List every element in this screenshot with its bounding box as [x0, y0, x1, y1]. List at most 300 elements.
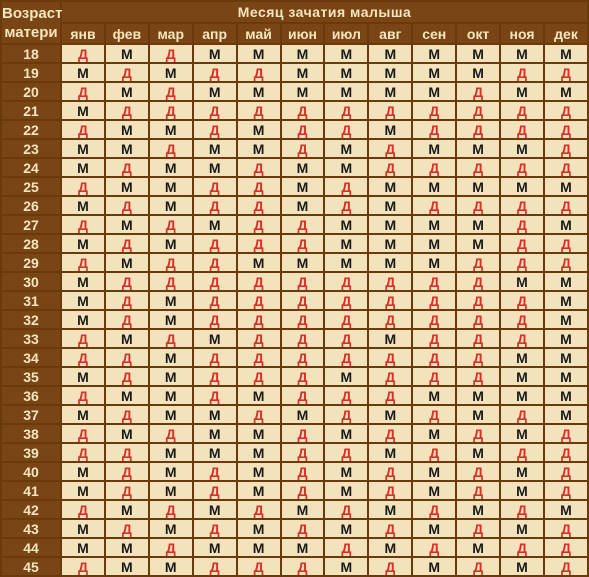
- gender-cell: М: [106, 387, 148, 404]
- gender-cell: Д: [62, 425, 104, 442]
- gender-cell: М: [369, 64, 411, 81]
- table-row: [2, 83, 587, 100]
- mother-age-cell: 25: [2, 178, 60, 195]
- gender-cell: Д: [545, 197, 587, 214]
- gender-cell: М: [413, 520, 455, 537]
- gender-cell: М: [62, 197, 104, 214]
- gender-cell: Д: [501, 121, 543, 138]
- gender-cell: Д: [194, 463, 236, 480]
- gender-cell: М: [413, 64, 455, 81]
- mother-age-cell: 22: [2, 121, 60, 138]
- gender-cell: Д: [238, 273, 280, 290]
- gender-cell: Д: [325, 292, 367, 309]
- gender-cell: М: [457, 444, 499, 461]
- gender-cell: М: [238, 539, 280, 556]
- gender-cell: Д: [194, 482, 236, 499]
- gender-cell: Д: [282, 425, 324, 442]
- gender-cell: Д: [106, 349, 148, 366]
- gender-cell: Д: [150, 102, 192, 119]
- gender-cell: Д: [501, 311, 543, 328]
- gender-cell: Д: [238, 159, 280, 176]
- gender-cell: Д: [150, 83, 192, 100]
- gender-cell: Д: [457, 273, 499, 290]
- mother-age-cell: 43: [2, 520, 60, 537]
- gender-cell: Д: [62, 83, 104, 100]
- gender-cell: М: [238, 463, 280, 480]
- gender-cell: Д: [369, 520, 411, 537]
- gender-cell: М: [106, 539, 148, 556]
- gender-cell: Д: [413, 121, 455, 138]
- mother-age-cell: 19: [2, 64, 60, 81]
- table-row: [2, 444, 587, 461]
- gender-cell: Д: [62, 216, 104, 233]
- gender-cell: Д: [282, 121, 324, 138]
- gender-cell: Д: [106, 159, 148, 176]
- gender-cell: Д: [194, 368, 236, 385]
- gender-cell: М: [369, 178, 411, 195]
- table-row: [2, 140, 587, 157]
- gender-cell: М: [106, 178, 148, 195]
- gender-cell: М: [282, 159, 324, 176]
- gender-cell: Д: [238, 197, 280, 214]
- gender-cell: Д: [238, 349, 280, 366]
- gender-cell: М: [194, 216, 236, 233]
- gender-cell: М: [238, 45, 280, 62]
- gender-cell: М: [238, 425, 280, 442]
- gender-cell: М: [282, 539, 324, 556]
- gender-cell: М: [325, 368, 367, 385]
- gender-cell: Д: [369, 159, 411, 176]
- mother-age-cell: 45: [2, 558, 60, 575]
- gender-cell: Д: [150, 501, 192, 518]
- gender-cell: Д: [501, 406, 543, 423]
- gender-cell: Д: [369, 463, 411, 480]
- gender-cell: М: [457, 178, 499, 195]
- month-header: июл: [325, 24, 367, 43]
- month-header: сен: [413, 24, 455, 43]
- gender-cell: Д: [106, 102, 148, 119]
- gender-cell: Д: [457, 311, 499, 328]
- gender-cell: Д: [369, 349, 411, 366]
- gender-cell: Д: [282, 444, 324, 461]
- gender-cell: Д: [545, 558, 587, 575]
- gender-cell: Д: [150, 273, 192, 290]
- gender-cell: Д: [457, 102, 499, 119]
- gender-cell: Д: [150, 425, 192, 442]
- table-row: [2, 64, 587, 81]
- gender-cell: М: [238, 482, 280, 499]
- gender-cell: Д: [413, 501, 455, 518]
- gender-cell: Д: [545, 159, 587, 176]
- gender-cell: Д: [62, 45, 104, 62]
- gender-cell: М: [150, 311, 192, 328]
- gender-cell: М: [194, 140, 236, 157]
- gender-cell: М: [369, 216, 411, 233]
- gender-cell: М: [413, 235, 455, 252]
- gender-cell: М: [501, 83, 543, 100]
- gender-cell: Д: [62, 501, 104, 518]
- mother-age-label-line1: Возраст: [2, 4, 63, 22]
- gender-cell: М: [325, 216, 367, 233]
- mother-age-cell: 30: [2, 273, 60, 290]
- gender-cell: Д: [106, 368, 148, 385]
- gender-cell: М: [501, 387, 543, 404]
- mother-age-cell: 39: [2, 444, 60, 461]
- mother-age-cell: 23: [2, 140, 60, 157]
- gender-cell: М: [106, 216, 148, 233]
- gender-cell: М: [369, 45, 411, 62]
- gender-cell: Д: [457, 482, 499, 499]
- gender-cell: Д: [282, 273, 324, 290]
- gender-cell: М: [501, 45, 543, 62]
- gender-cell: М: [194, 330, 236, 347]
- month-header: янв: [62, 24, 104, 43]
- gender-cell: М: [501, 520, 543, 537]
- month-header-row: [2, 24, 587, 43]
- gender-cell: Д: [501, 330, 543, 347]
- gender-cell: М: [150, 292, 192, 309]
- gender-cell: Д: [194, 64, 236, 81]
- gender-cell: М: [457, 216, 499, 233]
- gender-cell: М: [369, 235, 411, 252]
- gender-cell: Д: [325, 178, 367, 195]
- gender-cell: М: [62, 102, 104, 119]
- gender-cell: М: [457, 235, 499, 252]
- gender-cell: Д: [413, 330, 455, 347]
- mother-age-cell: 36: [2, 387, 60, 404]
- gender-cell: Д: [238, 235, 280, 252]
- mother-age-cell: 44: [2, 539, 60, 556]
- table-row: [2, 539, 587, 556]
- gender-cell: М: [194, 45, 236, 62]
- gender-cell: Д: [282, 520, 324, 537]
- gender-cell: М: [545, 273, 587, 290]
- gender-cell: М: [545, 368, 587, 385]
- gender-cell: Д: [282, 330, 324, 347]
- month-header: май: [238, 24, 280, 43]
- month-header: дек: [545, 24, 587, 43]
- gender-cell: Д: [238, 64, 280, 81]
- gender-cell: М: [282, 501, 324, 518]
- gender-cell: Д: [545, 425, 587, 442]
- gender-cell: Д: [545, 254, 587, 271]
- gender-cell: Д: [325, 330, 367, 347]
- gender-cell: Д: [106, 235, 148, 252]
- gender-cell: Д: [457, 197, 499, 214]
- gender-cell: Д: [238, 406, 280, 423]
- gender-cell: Д: [194, 102, 236, 119]
- gender-cell: Д: [62, 330, 104, 347]
- gender-cell: М: [325, 159, 367, 176]
- gender-cell: Д: [150, 330, 192, 347]
- conception-month-title: Месяц зачатия малыша: [62, 2, 587, 22]
- gender-cell: Д: [501, 444, 543, 461]
- gender-cell: Д: [413, 292, 455, 309]
- gender-cell: М: [369, 121, 411, 138]
- gender-cell: М: [282, 254, 324, 271]
- gender-cell: Д: [194, 178, 236, 195]
- gender-cell: Д: [62, 178, 104, 195]
- gender-cell: М: [194, 444, 236, 461]
- gender-cell: М: [150, 482, 192, 499]
- gender-cell: М: [457, 501, 499, 518]
- gender-cell: М: [369, 539, 411, 556]
- gender-cell: М: [413, 482, 455, 499]
- table-row: [2, 159, 587, 176]
- gender-cell: Д: [238, 102, 280, 119]
- mother-age-cell: 27: [2, 216, 60, 233]
- gender-cell: М: [325, 140, 367, 157]
- gender-cell: Д: [325, 349, 367, 366]
- gender-cell: М: [150, 368, 192, 385]
- gender-cell: М: [325, 425, 367, 442]
- gender-cell: М: [325, 520, 367, 537]
- gender-cell: Д: [545, 520, 587, 537]
- table-row: [2, 368, 587, 385]
- gender-cell: Д: [369, 102, 411, 119]
- gender-cell: М: [501, 482, 543, 499]
- gender-cell: Д: [369, 140, 411, 157]
- gender-cell: М: [238, 444, 280, 461]
- month-header: апр: [194, 24, 236, 43]
- gender-cell: Д: [501, 216, 543, 233]
- gender-cell: Д: [150, 539, 192, 556]
- mother-age-cell: 31: [2, 292, 60, 309]
- gender-cell: М: [369, 501, 411, 518]
- table-row: [2, 311, 587, 328]
- gender-cell: М: [150, 387, 192, 404]
- gender-cell: М: [413, 387, 455, 404]
- gender-cell: Д: [194, 349, 236, 366]
- gender-cell: М: [282, 178, 324, 195]
- gender-cell: М: [62, 368, 104, 385]
- mother-age-cell: 29: [2, 254, 60, 271]
- gender-cell: Д: [369, 387, 411, 404]
- gender-cell: Д: [457, 83, 499, 100]
- gender-cell: Д: [545, 102, 587, 119]
- gender-cell: М: [545, 349, 587, 366]
- gender-cell: Д: [501, 159, 543, 176]
- gender-cell: М: [106, 558, 148, 575]
- gender-cell: Д: [238, 292, 280, 309]
- gender-cell: М: [545, 406, 587, 423]
- gender-cell: Д: [501, 501, 543, 518]
- mother-age-cell: 34: [2, 349, 60, 366]
- table-row: [2, 254, 587, 271]
- gender-cell: М: [413, 463, 455, 480]
- mother-age-cell: 32: [2, 311, 60, 328]
- mother-age-cell: 40: [2, 463, 60, 480]
- table-row: [2, 558, 587, 575]
- gender-cell: Д: [150, 45, 192, 62]
- gender-cell: Д: [62, 444, 104, 461]
- gender-cell: Д: [62, 254, 104, 271]
- gender-cell: М: [150, 159, 192, 176]
- table-row: [2, 102, 587, 119]
- gender-cell: Д: [194, 558, 236, 575]
- gender-cell: Д: [457, 254, 499, 271]
- gender-cell: М: [106, 121, 148, 138]
- gender-cell: Д: [501, 197, 543, 214]
- gender-cell: Д: [545, 539, 587, 556]
- table-row: [2, 292, 587, 309]
- gender-cell: Д: [238, 558, 280, 575]
- gender-cell: Д: [413, 273, 455, 290]
- gender-cell: Д: [501, 254, 543, 271]
- gender-cell: М: [545, 178, 587, 195]
- gender-cell: Д: [457, 425, 499, 442]
- gender-cell: Д: [457, 349, 499, 366]
- gender-cell: М: [457, 64, 499, 81]
- gender-cell: Д: [194, 197, 236, 214]
- mother-age-cell: 20: [2, 83, 60, 100]
- gender-cell: Д: [369, 425, 411, 442]
- gender-cell: Д: [238, 330, 280, 347]
- gender-cell: Д: [106, 406, 148, 423]
- gender-cell: Д: [501, 235, 543, 252]
- gender-cell: М: [545, 45, 587, 62]
- gender-cell: М: [501, 178, 543, 195]
- gender-cell: Д: [106, 64, 148, 81]
- gender-cell: Д: [62, 121, 104, 138]
- table-row: [2, 501, 587, 518]
- gender-cell: Д: [282, 102, 324, 119]
- gender-cell: М: [150, 121, 192, 138]
- gender-cell: Д: [457, 368, 499, 385]
- mother-age-cell: 35: [2, 368, 60, 385]
- month-header: ноя: [501, 24, 543, 43]
- month-header: фев: [106, 24, 148, 43]
- table-row: [2, 463, 587, 480]
- gender-cell: М: [238, 83, 280, 100]
- gender-cell: Д: [325, 311, 367, 328]
- gender-cell: Д: [369, 292, 411, 309]
- gender-cell: М: [62, 520, 104, 537]
- gender-cell: М: [150, 463, 192, 480]
- gender-cell: М: [413, 558, 455, 575]
- gender-cell: М: [106, 140, 148, 157]
- gender-cell: М: [150, 178, 192, 195]
- gender-cell: М: [62, 159, 104, 176]
- gender-cell: М: [106, 45, 148, 62]
- gender-cell: Д: [457, 121, 499, 138]
- gender-cell: Д: [369, 368, 411, 385]
- gender-cell: М: [325, 64, 367, 81]
- mother-age-cell: 26: [2, 197, 60, 214]
- gender-cell: М: [369, 254, 411, 271]
- table-row: [2, 216, 587, 233]
- gender-cell: М: [194, 406, 236, 423]
- gender-cell: Д: [62, 349, 104, 366]
- gender-cell: М: [150, 558, 192, 575]
- gender-cell: М: [150, 406, 192, 423]
- gender-cell: М: [501, 425, 543, 442]
- gender-cell: Д: [282, 216, 324, 233]
- table-row: [2, 235, 587, 252]
- gender-cell: Д: [282, 311, 324, 328]
- gender-cell: М: [62, 235, 104, 252]
- gender-cell: М: [413, 425, 455, 442]
- mother-age-cell: 42: [2, 501, 60, 518]
- gender-cell: Д: [413, 102, 455, 119]
- gender-cell: М: [282, 406, 324, 423]
- gender-cell: М: [545, 387, 587, 404]
- gender-cell: М: [369, 197, 411, 214]
- gender-cell: М: [150, 444, 192, 461]
- gender-cell: М: [325, 482, 367, 499]
- month-header: июн: [282, 24, 324, 43]
- gender-cell: М: [106, 425, 148, 442]
- gender-cell: Д: [545, 64, 587, 81]
- gender-cell: М: [62, 140, 104, 157]
- gender-cell: М: [106, 501, 148, 518]
- gender-cell: Д: [545, 235, 587, 252]
- gender-cell: М: [62, 406, 104, 423]
- gender-cell: Д: [413, 311, 455, 328]
- table-row: [2, 273, 587, 290]
- gender-cell: Д: [501, 102, 543, 119]
- table-row: [2, 482, 587, 499]
- gender-cell: М: [369, 83, 411, 100]
- gender-cell: Д: [325, 501, 367, 518]
- gender-cell: Д: [325, 406, 367, 423]
- gender-cell: Д: [194, 520, 236, 537]
- gender-cell: М: [238, 387, 280, 404]
- gender-cell: М: [457, 140, 499, 157]
- gender-cell: Д: [282, 292, 324, 309]
- gender-cell: М: [194, 425, 236, 442]
- gender-cell: М: [369, 444, 411, 461]
- gender-cell: Д: [106, 444, 148, 461]
- gender-cell: Д: [238, 178, 280, 195]
- gender-cell: М: [150, 197, 192, 214]
- gender-cell: Д: [413, 197, 455, 214]
- gender-cell: Д: [325, 273, 367, 290]
- gender-cell: Д: [545, 444, 587, 461]
- gender-cell: Д: [457, 558, 499, 575]
- gender-cell: Д: [325, 121, 367, 138]
- gender-cell: Д: [457, 330, 499, 347]
- gender-cell: М: [238, 520, 280, 537]
- gender-cell: М: [545, 216, 587, 233]
- gender-cell: М: [413, 83, 455, 100]
- gender-cell: Д: [413, 368, 455, 385]
- gender-cell: Д: [501, 64, 543, 81]
- gender-cell: М: [545, 311, 587, 328]
- gender-cell: Д: [413, 444, 455, 461]
- gender-cell: Д: [325, 197, 367, 214]
- gender-cell: М: [238, 121, 280, 138]
- gender-cell: М: [501, 558, 543, 575]
- gender-cell: Д: [545, 121, 587, 138]
- table-row: [2, 121, 587, 138]
- mother-age-cell: 21: [2, 102, 60, 119]
- table-row: [2, 520, 587, 537]
- gender-cell: М: [413, 216, 455, 233]
- gender-cell: Д: [457, 520, 499, 537]
- gender-cell: Д: [238, 368, 280, 385]
- table-row: [2, 425, 587, 442]
- gender-cell: Д: [282, 368, 324, 385]
- gender-cell: М: [150, 235, 192, 252]
- gender-cell: Д: [545, 482, 587, 499]
- gender-cell: М: [194, 501, 236, 518]
- gender-cell: М: [62, 292, 104, 309]
- gender-cell: М: [325, 254, 367, 271]
- gender-cell: М: [369, 330, 411, 347]
- gender-cell: Д: [501, 292, 543, 309]
- gender-cell: М: [282, 45, 324, 62]
